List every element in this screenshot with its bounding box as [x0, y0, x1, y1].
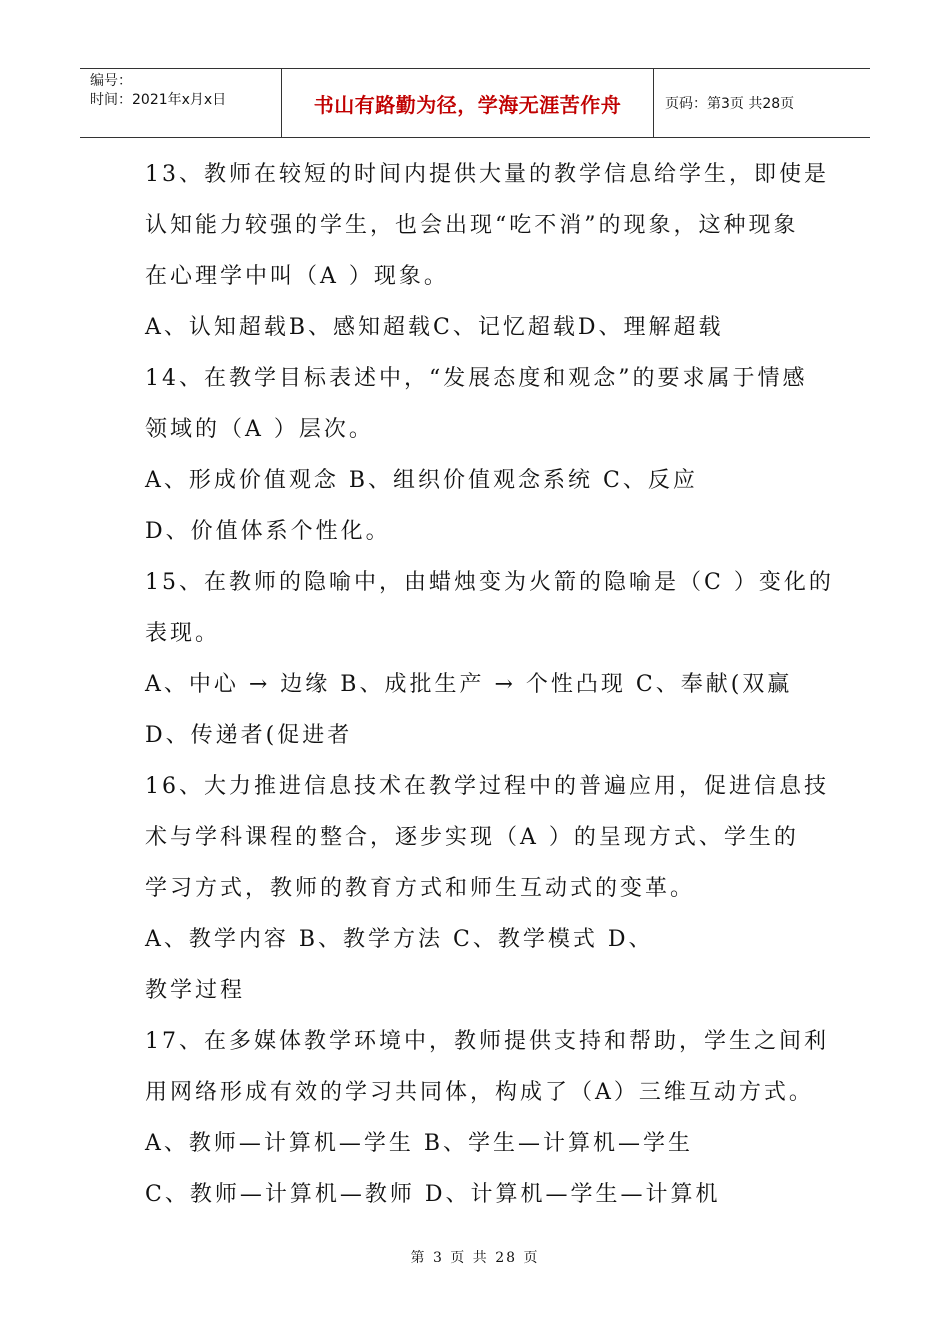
document-header: [80, 68, 870, 138]
question-16-line-2: 术与学科课程的整合，逐步实现（A ）的呈现方式、学生的: [145, 825, 799, 850]
question-17-line-1: 17、在多媒体教学环境中，教师提供支持和帮助，学生之间利: [145, 1029, 829, 1054]
question-15-line-2: 表现。: [145, 621, 221, 646]
question-14-options-1: A、形成价值观念 B、组织价值观念系统 C、反应: [145, 468, 698, 493]
question-17-options-1: A、教师—计算机—学生 B、学生—计算机—学生: [145, 1131, 694, 1156]
question-13-line-3: 在心理学中叫（A ）现象。: [145, 264, 449, 289]
question-17-line-2: 用网络形成有效的学习共同体，构成了（A）三维互动方式。: [145, 1080, 814, 1105]
question-14-line-2: 领域的（A ）层次。: [145, 417, 374, 442]
question-14-line-1: 14、在教学目标表述中，“发展态度和观念”的要求属于情感: [145, 366, 808, 391]
question-16-line-1: 16、大力推进信息技术在教学过程中的普遍应用，促进信息技: [145, 774, 829, 799]
time-label: 时间：2021年x月x日: [90, 92, 227, 108]
question-15-options-2: D、传递者(促进者: [145, 723, 353, 748]
header-motto: 书山有路勤为径，学海无涯苦作舟: [282, 69, 654, 137]
question-16-line-3: 学习方式，教师的教育方式和师生互动式的变革。: [145, 876, 696, 901]
question-13-line-2: 认知能力较强的学生，也会出现“吃不消”的现象，这种现象: [145, 213, 799, 238]
question-13-options: A、认知超载B、感知超载C、记忆超载D、理解超载: [145, 315, 724, 340]
number-label: 编号：: [90, 73, 132, 89]
page-footer: 第 3 页 共 28 页: [410, 1250, 540, 1266]
question-14-options-2: D、价值体系个性化。: [145, 519, 391, 544]
question-16-options-1: A、教学内容 B、教学方法 C、教学模式 D、: [145, 927, 654, 952]
question-13-line-1: 13、教师在较短的时间内提供大量的教学信息给学生，即使是: [145, 162, 829, 187]
header-meta: [80, 69, 282, 137]
question-15-options-1: A、中心 → 边缘 B、成批生产 → 个性凸现 C、奉献(双赢: [145, 672, 793, 697]
header-page-info: 页码：第3页 共28页: [665, 96, 795, 112]
question-17-options-2: C、教师—计算机—教师 D、计算机—学生—计算机: [145, 1182, 721, 1207]
question-16-options-2: 教学过程: [145, 978, 246, 1003]
question-15-line-1: 15、在教师的隐喻中，由蜡烛变为火箭的隐喻是（C ）变化的: [145, 570, 834, 595]
